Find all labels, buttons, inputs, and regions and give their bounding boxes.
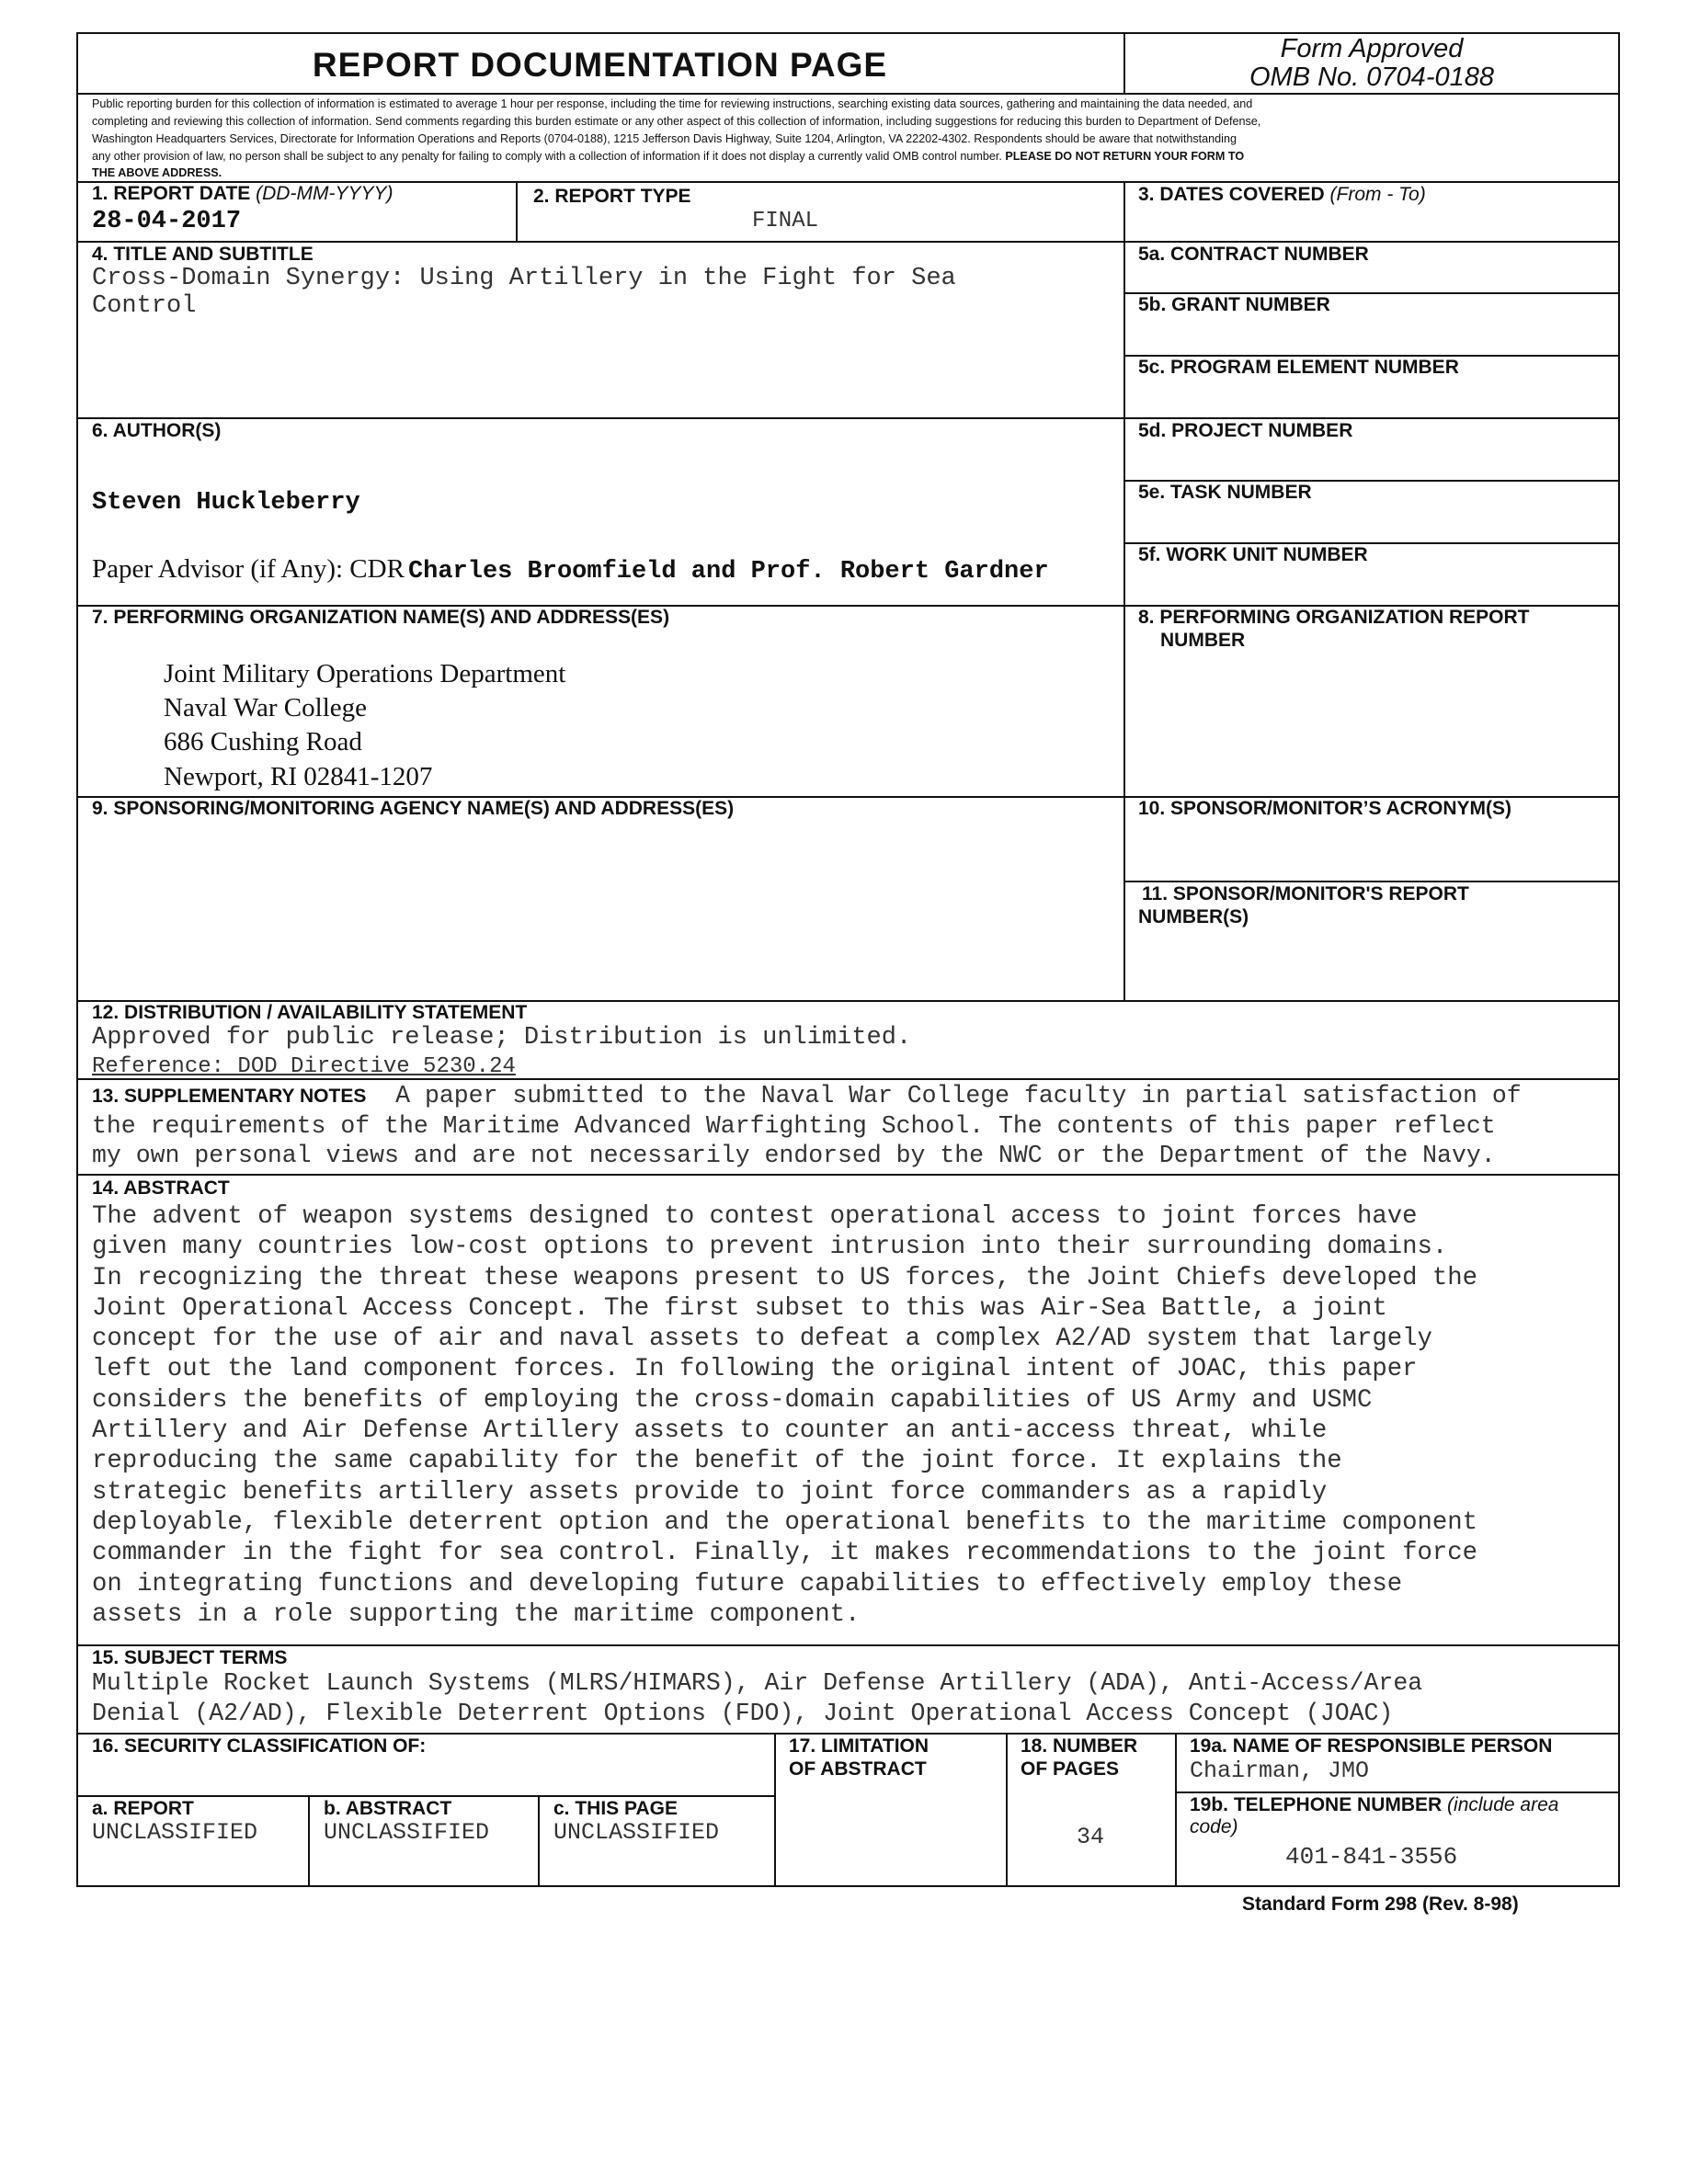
- page-classification-value[interactable]: UNCLASSIFIED: [553, 1819, 720, 1846]
- row-divider: [76, 1174, 1620, 1176]
- row-divider: [76, 1795, 774, 1797]
- report-classification-value[interactable]: UNCLASSIFIED: [92, 1819, 258, 1846]
- number-of-pages-label-2: OF PAGES: [1021, 1758, 1119, 1780]
- col-divider: [538, 1795, 540, 1887]
- authors-label: 6. AUTHOR(S): [92, 420, 222, 441]
- row-divider: [1175, 1792, 1620, 1793]
- burden-line-1: Public reporting burden for this collection of information is estimated to average 1 hour per response, including the time for reviewing instructions, searching existing data sources, gathering and maintaining the data needed, and: [92, 97, 1253, 110]
- report-type-label: 2. REPORT TYPE: [533, 186, 691, 207]
- number-of-pages-label: 18. NUMBER: [1021, 1735, 1138, 1757]
- limitation-label: 17. LIMITATION: [789, 1735, 930, 1757]
- abstract-label: 14. ABSTRACT: [92, 1177, 230, 1199]
- report-classification-label: a. REPORT: [92, 1798, 194, 1819]
- distribution-statement[interactable]: Approved for public release; Distribution is unlimited.: [92, 1024, 912, 1052]
- form-approved-label: Form Approved: [1280, 34, 1464, 63]
- author-name[interactable]: Steven Huckleberry: [92, 489, 360, 517]
- work-unit-label: 5f. WORK UNIT NUMBER: [1138, 544, 1368, 565]
- sponsor-acronym-label: 10. SPONSOR/MONITOR’S ACRONYM(S): [1138, 798, 1512, 819]
- performing-org-label: 7. PERFORMING ORGANIZATION NAME(S) AND ADDRESS(ES): [92, 607, 670, 628]
- program-element-label: 5c. PROGRAM ELEMENT NUMBER: [1138, 357, 1459, 378]
- dates-covered-label: 3. DATES COVERED (From - To): [1138, 184, 1426, 205]
- row-divider: [76, 241, 1620, 243]
- number-of-pages-value[interactable]: 34: [1076, 1824, 1104, 1850]
- grant-number-label: 5b. GRANT NUMBER: [1138, 294, 1330, 315]
- supplementary-notes[interactable]: 13. SUPPLEMENTARY NOTES A paper submitted to the Naval War College faculty in partial satisfaction of the requirements of the Maritime Advanced Warfighting School. The contents of this paper reflect my own personal views and are not necessarily endorsed by the NWC or the Department of the Navy.: [92, 1082, 1522, 1169]
- sponsor-report-label: 11. SPONSOR/MONITOR'S REPORT: [1142, 883, 1469, 904]
- sponsoring-agency-label: 9. SPONSORING/MONITORING AGENCY NAME(S) AND ADDRESS(ES): [92, 798, 735, 819]
- paper-advisor[interactable]: Paper Advisor (if Any): CDR Charles Broomfield and Prof. Robert Gardner: [92, 554, 1049, 586]
- standard-form-footer: Standard Form 298 (Rev. 8-98): [1242, 1894, 1519, 1915]
- burden-line-4: any other provision of law, no person shall be subject to any penalty for failing to comply with a collection of information if it does not display a currently valid OMB control number. PLEASE DO NOT RETURN YOUR FORM TO: [92, 150, 1245, 163]
- title-line-1[interactable]: Cross-Domain Synergy: Using Artillery in the Fight for Sea: [92, 265, 956, 292]
- abstract-classification-label: b. ABSTRACT: [324, 1798, 452, 1819]
- report-date-value[interactable]: 28-04-2017: [92, 208, 242, 235]
- title-line-2[interactable]: Control: [92, 292, 197, 320]
- col-divider: [1175, 1733, 1177, 1887]
- subject-terms-label: 15. SUBJECT TERMS: [92, 1647, 288, 1668]
- burden-line-3: Washington Headquarters Services, Directorate for Information Operations and Reports (0704-0188), 1215 Jefferson Davis Highway, Suite 1204, Arlington, VA 22202-4302. Respondents should be aware that notwithstanding: [92, 132, 1237, 145]
- omb-number: OMB No. 0704-0188: [1249, 63, 1494, 92]
- responsible-person-value[interactable]: Chairman, JMO: [1190, 1757, 1370, 1784]
- sponsor-report-label-2: NUMBER(S): [1138, 906, 1249, 927]
- security-classification-label: 16. SECURITY CLASSIFICATION OF:: [92, 1735, 427, 1757]
- row-divider: [1123, 881, 1620, 882]
- responsible-person-label: 19a. NAME OF RESPONSIBLE PERSON: [1190, 1735, 1553, 1757]
- performing-report-label-2: NUMBER: [1160, 630, 1246, 651]
- telephone-hint: code): [1190, 1816, 1238, 1837]
- report-type-value[interactable]: FINAL: [752, 209, 819, 233]
- task-number-label: 5e. TASK NUMBER: [1138, 482, 1312, 503]
- row-divider: [76, 1644, 1620, 1646]
- title-subtitle-label: 4. TITLE AND SUBTITLE: [92, 244, 314, 265]
- telephone-label: 19b. TELEPHONE NUMBER (include area: [1190, 1794, 1559, 1815]
- subject-terms-line-1[interactable]: Multiple Rocket Launch Systems (MLRS/HIMARS), Air Defense Artillery (ADA), Anti-Access/Area: [92, 1669, 1423, 1697]
- project-number-label: 5d. PROJECT NUMBER: [1138, 420, 1353, 441]
- org-address-line-4[interactable]: Newport, RI 02841-1207: [164, 762, 433, 791]
- col-divider: [1006, 1733, 1008, 1887]
- page-classification-label: c. THIS PAGE: [553, 1798, 678, 1819]
- limitation-label-2: OF ABSTRACT: [789, 1758, 927, 1780]
- contract-number-label: 5a. CONTRACT NUMBER: [1138, 244, 1369, 265]
- org-address-line-3[interactable]: 686 Cushing Road: [164, 727, 362, 756]
- form-title: REPORT DOCUMENTATION PAGE: [312, 46, 888, 84]
- telephone-value[interactable]: 401-841-3556: [1285, 1843, 1458, 1871]
- report-date-label: 1. REPORT DATE (DD-MM-YYYY): [92, 183, 393, 204]
- distribution-reference[interactable]: Reference: DOD Directive 5230.24: [92, 1054, 516, 1078]
- col-divider: [1123, 181, 1125, 1000]
- col-divider: [774, 1733, 776, 1887]
- col-divider: [308, 1795, 310, 1887]
- burden-line-2: completing and reviewing this collection of information. Send comments regarding this burden estimate or any other aspect of this collection of information, including suggestions for reducing this burden to Department of Defense,: [92, 115, 1261, 128]
- abstract-text[interactable]: The advent of weapon systems designed to contest operational access to joint forces have given many countries low-cost options to prevent intrusion into their surrounding domains. In recognizing the threat these weapons present to US forces, the Joint Chiefs developed the Joint Operational Access Concept. The first subset to this was Air-Sea Battle, a joint concept for the use of air and naval assets to defeat a complex A2/AD system that largely left out the land component forces. In following the original intent of JOAC, this paper considers the benefits of employing the cross-domain capabilities of US Army and USMC Artillery and Air Defense Artillery assets to counter an anti-access threat, while reproducing the same capability for the benefit of the joint force. It explains the strategic benefits artillery assets provide to joint force commanders as a rapidly deployable, flexible deterrent option and the operational benefits to the maritime component commander in the fight for sea control. Finally, it makes recommendations to the joint force on integrating functions and developing future capabilities to effectively employ these assets in a role supporting the maritime component.: [92, 1202, 1478, 1629]
- row-divider: [76, 417, 1620, 419]
- performing-report-label: 8. PERFORMING ORGANIZATION REPORT: [1138, 607, 1530, 628]
- subject-terms-line-2[interactable]: Denial (A2/AD), Flexible Deterrent Options (FDO), Joint Operational Access Concept (JOAC): [92, 1700, 1394, 1727]
- org-address-line-2[interactable]: Naval War College: [164, 693, 367, 722]
- burden-line-5: THE ABOVE ADDRESS.: [92, 166, 222, 179]
- row-divider: [76, 1733, 1620, 1735]
- abstract-classification-value[interactable]: UNCLASSIFIED: [324, 1819, 490, 1846]
- col-divider: [516, 181, 518, 242]
- distribution-label: 12. DISTRIBUTION / AVAILABILITY STATEMENT: [92, 1002, 528, 1023]
- row-divider: [76, 1078, 1620, 1080]
- org-address-line-1[interactable]: Joint Military Operations Department: [164, 659, 566, 688]
